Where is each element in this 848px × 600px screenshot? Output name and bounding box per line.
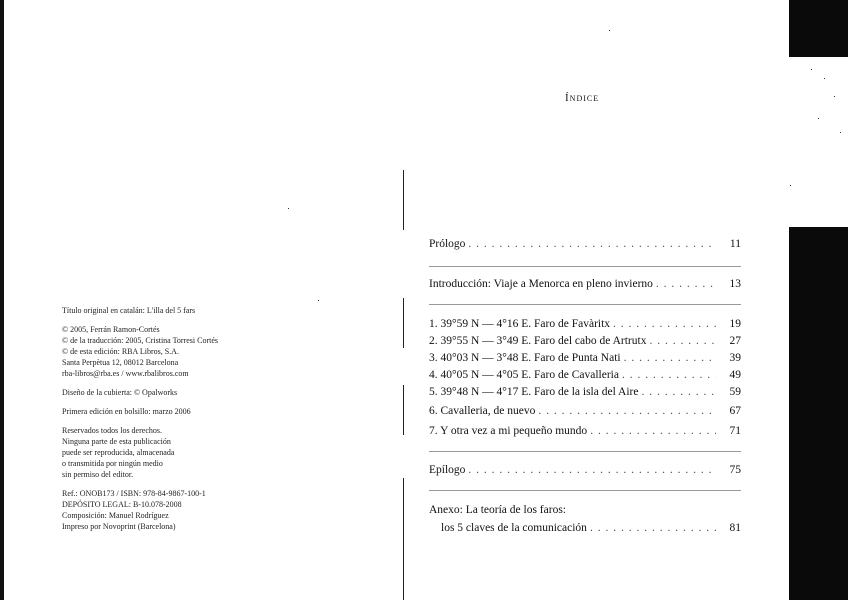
imprint-line: Impreso por Novoprint (Barcelona) bbox=[62, 522, 176, 531]
section-divider bbox=[429, 304, 741, 305]
toc-leader bbox=[468, 238, 716, 250]
toc-entry-page: 49 bbox=[729, 369, 741, 381]
toc-title: Índice bbox=[565, 92, 600, 104]
imprint-line: Reservados todos los derechos. bbox=[62, 426, 162, 435]
toc-entry-page: 39 bbox=[729, 352, 741, 364]
scan-speck bbox=[790, 185, 791, 186]
toc-leader bbox=[624, 352, 716, 364]
toc-leader bbox=[590, 425, 716, 437]
gutter-mark bbox=[403, 385, 404, 435]
toc-entry-label: 4. 40°05 N — 4°05 E. Faro de Cavalleria bbox=[429, 369, 619, 381]
toc-entry-label: 6. Cavalleria, de nuevo bbox=[429, 405, 536, 417]
toc-entry-label: Epílogo bbox=[429, 464, 466, 476]
toc-entry bbox=[429, 335, 741, 347]
scan-speck bbox=[818, 118, 819, 119]
gutter-mark bbox=[403, 478, 404, 600]
toc-entry-page: 27 bbox=[729, 335, 741, 347]
scan-speck bbox=[318, 300, 319, 301]
toc-leader bbox=[641, 386, 716, 398]
toc-entry bbox=[429, 278, 741, 290]
imprint-line: Diseño de la cubierta: © Opalworks bbox=[62, 388, 178, 397]
section-divider bbox=[429, 490, 741, 491]
toc-leader bbox=[649, 335, 716, 347]
toc-leader bbox=[656, 278, 716, 290]
toc-leader bbox=[468, 464, 716, 476]
imprint-line: rba-libros@rba.es / www.rbalibros.com bbox=[62, 369, 189, 378]
toc-entry-label: 1. 39°59 N — 4°16 E. Faro de Favàritx bbox=[429, 318, 611, 330]
toc-entry bbox=[429, 522, 741, 534]
toc-entry-page: 75 bbox=[729, 464, 741, 476]
scan-speck bbox=[840, 132, 841, 133]
imprint-line: Santa Perpètua 12, 08012 Barcelona bbox=[62, 358, 179, 367]
toc-entry bbox=[429, 464, 741, 476]
toc-entry-label: 2. 39°55 N — 3°49 E. Faro del cabo de Artrutx bbox=[429, 335, 647, 347]
scan-speck bbox=[811, 69, 812, 70]
scan-speck bbox=[834, 96, 835, 97]
toc-entry bbox=[429, 386, 741, 398]
scan-dark-band-top bbox=[789, 0, 848, 57]
toc-entry-label: Anexo: La teoría de los faros: bbox=[429, 504, 566, 516]
toc-entry-page: 81 bbox=[729, 522, 741, 534]
imprint-line: Ninguna parte de esta publicación bbox=[62, 437, 171, 446]
imprint-line: sin permiso del editor. bbox=[62, 470, 134, 479]
toc-entry bbox=[429, 318, 741, 330]
toc-entry bbox=[429, 352, 741, 364]
section-divider bbox=[429, 266, 741, 267]
toc-entry-page: 11 bbox=[729, 238, 741, 250]
scan-speck bbox=[609, 30, 610, 31]
imprint-line: Primera edición en bolsillo: marzo 2006 bbox=[62, 407, 191, 416]
scan-speck bbox=[288, 208, 289, 209]
imprint-line: puede ser reproducida, almacenada bbox=[62, 448, 175, 457]
toc-entry bbox=[429, 425, 741, 437]
imprint-line: © 2005, Ferrán Ramon-Cortés bbox=[62, 325, 160, 334]
toc-leader bbox=[538, 405, 716, 417]
toc-entry-label: los 5 claves de la comunicación bbox=[441, 522, 587, 534]
toc-entry-page: 71 bbox=[729, 425, 741, 437]
toc-entry-label: 3. 40°03 N — 3°48 E. Faro de Punta Nati bbox=[429, 352, 621, 364]
imprint-line: o transmitida por ningún medio bbox=[62, 459, 163, 468]
copyright-imprint bbox=[62, 305, 282, 532]
toc-entry bbox=[429, 238, 741, 250]
toc-entry-page: 67 bbox=[729, 405, 741, 417]
imprint-line: Ref.: ONOB173 / ISBN: 978-84-9867-100-1 bbox=[62, 489, 206, 498]
imprint-line: Título original en catalán: L'illa del 5 fars bbox=[62, 306, 196, 315]
imprint-line: © de esta edición: RBA Libros, S.A. bbox=[62, 347, 179, 356]
toc-entry-label: Prólogo bbox=[429, 238, 466, 250]
toc-leader bbox=[613, 318, 716, 330]
imprint-line: © de la traducción: 2005, Cristina Torresi Cortés bbox=[62, 336, 219, 345]
toc-entry-label: 7. Y otra vez a mi pequeño mundo bbox=[429, 425, 588, 437]
toc-entry-page: 19 bbox=[729, 318, 741, 330]
toc-leader bbox=[590, 522, 716, 534]
gutter-mark bbox=[403, 170, 404, 230]
gutter-mark bbox=[403, 298, 404, 348]
toc-entry bbox=[429, 369, 741, 381]
toc-leader bbox=[622, 369, 716, 381]
section-divider bbox=[429, 451, 741, 452]
scan-speck bbox=[824, 78, 825, 79]
toc-entry-label: Introducción: Viaje a Menorca en pleno invierno bbox=[429, 278, 653, 290]
imprint-line: Composición: Manuel Rodríguez bbox=[62, 511, 169, 520]
toc-entry-label: 5. 39°48 N — 4°17 E. Faro de la isla del Aire bbox=[429, 386, 639, 398]
toc-entry-page: 59 bbox=[729, 386, 741, 398]
toc-entry bbox=[429, 405, 741, 417]
toc-entry-page: 13 bbox=[729, 278, 741, 290]
imprint-line: DEPÓSITO LEGAL: B-10.078-2008 bbox=[62, 500, 182, 509]
scan-dark-band-bottom bbox=[789, 227, 848, 600]
left-page-edge bbox=[0, 0, 4, 600]
toc-entry bbox=[429, 504, 741, 516]
